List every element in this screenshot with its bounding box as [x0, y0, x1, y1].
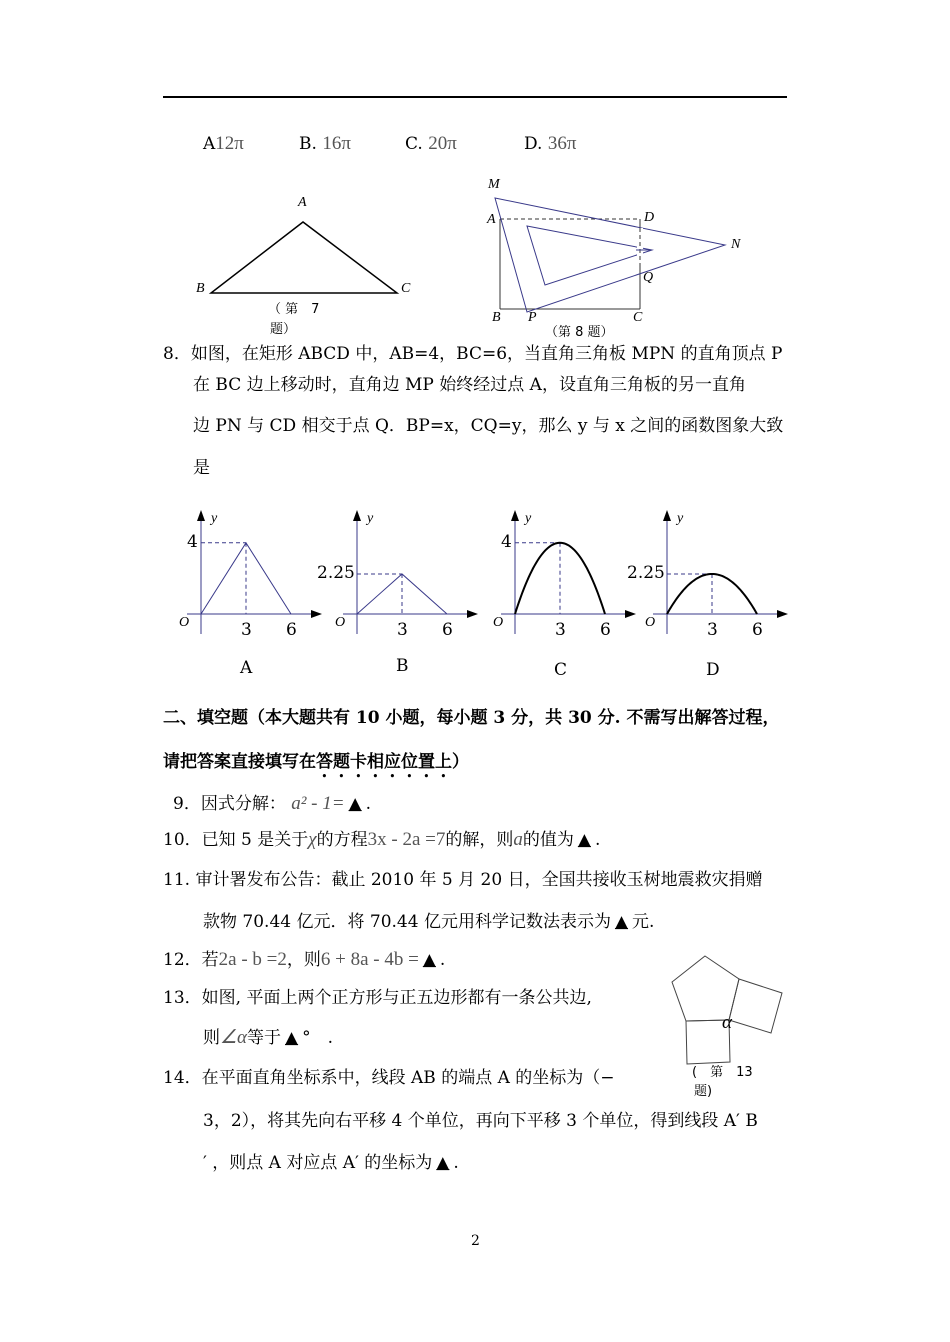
y-tick-label: 4	[501, 531, 512, 552]
q14-line3: ′ ，则点 A 对应点 A′ 的坐标为 ▲ .	[203, 1153, 459, 1173]
q14-line2: 3，2），将其先向右平移 4 个单位，再向下平移 3 个单位，得到线段 A′ B	[203, 1111, 758, 1131]
answer-blank[interactable]: ▲	[285, 1028, 299, 1048]
x-axis-arrow	[311, 610, 322, 618]
x-tick-label: 3	[555, 620, 566, 640]
y-axis-arrow	[353, 510, 361, 521]
chart-option-label: B	[396, 656, 409, 676]
y-axis-label: y	[367, 511, 374, 526]
fig13-square-right	[729, 979, 782, 1033]
x-tick-label: 6	[752, 620, 763, 640]
chart-option-label: A	[240, 658, 253, 678]
fig8-label-m: M	[488, 177, 500, 192]
q7-option-d: D. 36π	[524, 133, 577, 154]
fig13-diagram	[672, 956, 782, 1064]
x-tick-label: 3	[397, 620, 408, 640]
fig7-triangle	[211, 222, 397, 293]
page-number: 2	[471, 1233, 480, 1249]
fig8-label-a: A	[487, 212, 496, 227]
q14-line1: 14．在平面直角坐标系中，线段 AB 的端点 A 的坐标为（−	[163, 1068, 615, 1088]
fig8-label-b: B	[492, 310, 501, 325]
answer-blank[interactable]: ▲	[614, 912, 629, 932]
y-tick-label: 2.25	[627, 562, 665, 583]
x-axis-arrow	[625, 610, 636, 618]
fig7-label-b: B	[196, 281, 205, 296]
q11-line1: 11. 审计署发布公告：截止 2010 年 5 月 20 日，全国共接收玉树地震救灾捐赠	[163, 870, 763, 890]
fig7-label-c: C	[401, 281, 411, 296]
x-axis-arrow	[467, 610, 478, 618]
y-axis-label: y	[677, 511, 684, 526]
q7-option-c: C. 20π	[405, 133, 457, 154]
fig8-label-n: N	[731, 237, 741, 252]
origin-label: O	[645, 615, 656, 630]
section2-heading-2: 请把答案直接填写在答题卡相应位置上）	[163, 752, 469, 772]
fig7-caption-2: 题）	[270, 322, 297, 337]
fig8-set-square-outer	[495, 198, 725, 312]
x-tick-label: 6	[442, 620, 453, 640]
q11-line2: 款物 70.44 亿元．将 70.44 亿元用科学记数法表示为 ▲ 元.	[203, 912, 655, 932]
fig8-label-q: Q	[643, 270, 654, 285]
fig8-label-d: D	[644, 210, 655, 225]
q8-text-line2: 在 BC 边上移动时，直角边 MP 始终经过点 A，设直角三角板的另一直角	[193, 375, 746, 395]
q12: 12．若2a - b =2，则6 + 8a - 4b = ▲ .	[163, 949, 446, 970]
x-tick-label: 6	[286, 620, 297, 640]
fig7-caption: （ 第 7	[268, 302, 320, 317]
x-tick-label: 3	[241, 620, 252, 640]
fig13-alpha-label: α	[722, 1012, 732, 1033]
y-axis-arrow	[663, 510, 671, 521]
chart-option-label: D	[706, 660, 720, 680]
y-tick-label: 2.25	[317, 562, 355, 583]
series-line	[357, 574, 447, 614]
answer-blank[interactable]: ▲	[436, 1153, 450, 1173]
fig7-label-a: A	[298, 195, 307, 210]
origin-label: O	[179, 615, 190, 630]
q13-line1: 13．如图, 平面上两个正方形与正五边形都有一条公共边,	[163, 988, 592, 1008]
fig13-caption: ( 第 13	[692, 1065, 753, 1080]
answer-blank[interactable]: ▲	[348, 794, 362, 814]
fig8-label-c: C	[633, 310, 643, 325]
q8-text-line4: 是	[193, 458, 210, 478]
fig8-caption: （第 8 题）	[545, 325, 614, 340]
fig8-label-p: P	[528, 310, 537, 325]
q7-option-a: A12π	[203, 133, 244, 154]
q9: 9．因式分解： a² - 1= ▲ .	[173, 793, 372, 814]
x-tick-label: 3	[707, 620, 718, 640]
fig13-caption-2: 题)	[694, 1084, 713, 1099]
y-tick-label: 4	[187, 531, 198, 552]
q7-option-b: B. 16π	[299, 133, 351, 154]
fig8-diagram	[495, 198, 725, 312]
answer-blank[interactable]: ▲	[577, 830, 591, 850]
answer-blank[interactable]: ▲	[422, 950, 436, 970]
x-axis-arrow	[777, 610, 788, 618]
y-axis-label: y	[211, 511, 218, 526]
q10: 10．已知 5 是关于χ的方程3x - 2a =7的解，则a的值为 ▲ .	[163, 829, 601, 850]
chart-option-label: C	[554, 660, 568, 680]
section2-heading: 二、填空题（本大题共有 10 小题，每小题 3 分，共 30 分. 不需写出解答过程，	[163, 708, 780, 728]
x-tick-label: 6	[600, 620, 611, 640]
origin-label: O	[493, 615, 504, 630]
q13-line2: 则∠α等于 ▲ ° .	[203, 1027, 333, 1048]
q8-text-line1: 8．如图，在矩形 ABCD 中，AB=4，BC=6，当直角三角板 MPN 的直角顶点 P	[163, 344, 783, 364]
origin-label: O	[335, 615, 346, 630]
y-axis-label: y	[525, 511, 532, 526]
q8-text-line3: 边 PN 与 CD 相交于点 Q．BP=x，CQ=y，那么 y 与 x 之间的函数图象大致	[193, 416, 784, 436]
y-axis-arrow	[511, 510, 519, 521]
series-curve	[667, 574, 757, 614]
y-axis-arrow	[197, 510, 205, 521]
